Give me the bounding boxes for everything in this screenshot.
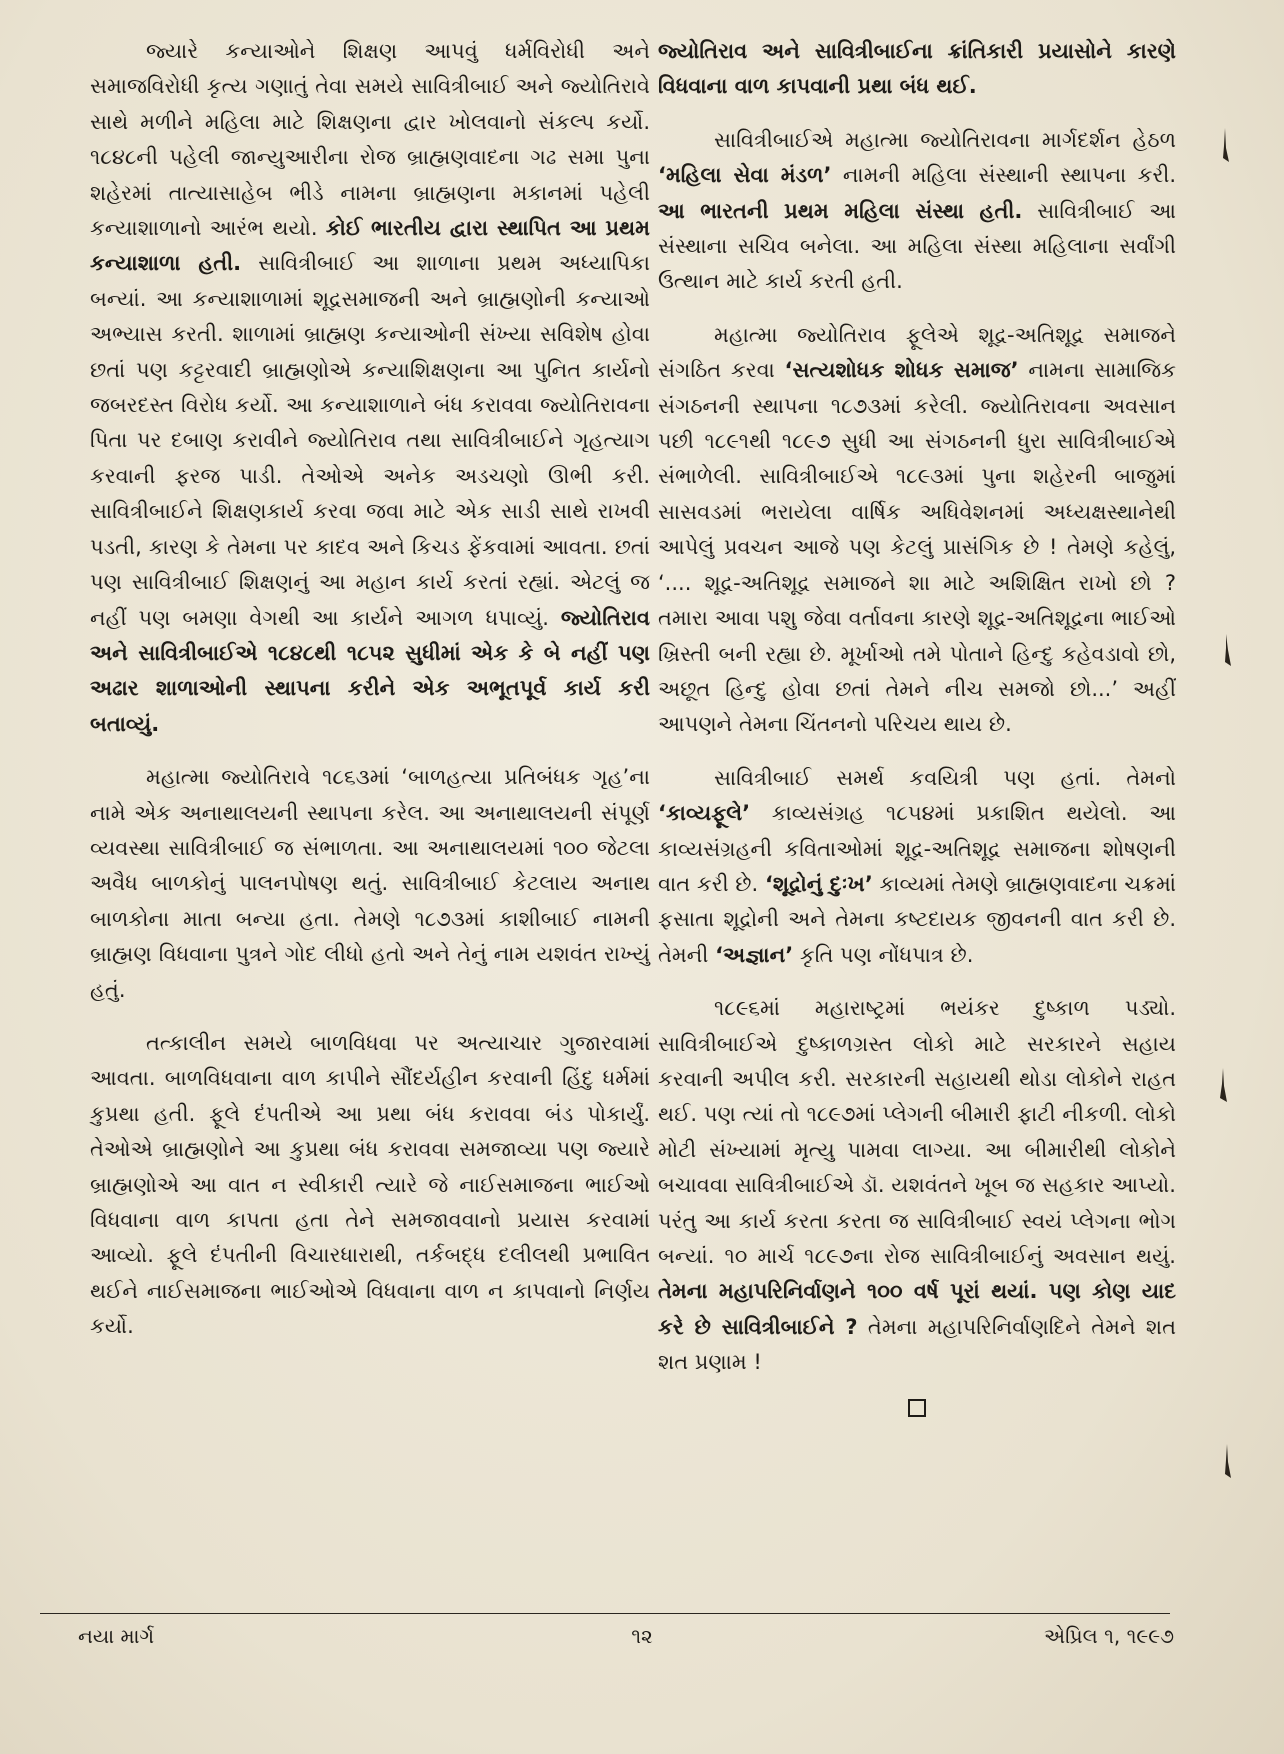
- bold-text-run: તેમના મહાપરિનિર્વાણને ૧૦૦ વર્ષ પૂરાં થયાં. પણ કોણ યાદ કરે છે સાવિત્રીબાઈને ?: [658, 1279, 1176, 1339]
- article-paragraph: [658, 34, 1176, 105]
- bold-text-run: ‘સત્યશોધક શોધક સમાજ’: [784, 358, 1019, 383]
- bold-text-run: ‘કાવ્યફૂલે’: [658, 801, 751, 826]
- text-run: કાવ્યસંગ્રહ ૧૮૫૪માં પ્રકાશિત થયેલો. આ કાવ્યસંગ્રહની કવિતાઓમાં શૂદ્ર-અતિશૂદ્ર સમાજના શોષણની વાત કરી છે.: [658, 801, 1176, 896]
- bold-text-run: જ્યોતિરાવ અને સાવિત્રીબાઈના ક્રાંતિકારી પ્રયાસોને કારણે વિધવાના વાળ કાપવાની પ્રથા બંધ થઈ.: [658, 39, 1176, 99]
- ink-smudge-icon: [1220, 128, 1230, 164]
- text-run: ૧૮૯૬માં મહારાષ્ટ્રમાં ભયંકર દુષ્કાળ પડ્યો. સાવિત્રીબાઈએ દુષ્કાળગ્રસ્ત લોકો માટે સરકારને સહાય કરવાની અપીલ કરી. સરકારની સહાયથી થોડા લોકોને રાહત થઈ. પણ ત્યાં તો ૧૮૯૭માં પ્લેગની બીમારી ફાટી નીકળી. લોકો મોટી સંખ્યામાં મૃત્યુ પામવા લાગ્યા. આ બીમારીથી લોકોને બચાવવા સાવિત્રીબાઈએ ડૉ. યશવંતને ખૂબ જ સહકાર આપ્યો. પરંતુ આ કાર્ય કરતા કરતા જ સાવિત્રીબાઈ સ્વયં પ્લેગના ભોગ બન્યાં. ૧૦ માર્ચ ૧૮૯૭ના રોજ સાવિત્રીબાઈનું અવસાન થયું.: [658, 996, 1176, 1268]
- text-run: તત્કાલીન સમયે બાળવિધવા પર અત્યાચાર ગુજારવામાં આવતા. બાળવિધવાના વાળ કાપીને સૌંદર્યહીન કરવાની હિંદુ ધર્મમાં કુપ્રથા હતી. ફૂલે દંપતીએ આ પ્રથા બંધ કરાવવા બંડ પોકાર્યું. તેઓએ બ્રાહ્મણોને આ કુપ્રથા બંધ કરાવવા સમજાવ્યા પણ જ્યારે બ્રાહ્મણોએ આ વાત ન સ્વીકારી ત્યારે જે નાઈસમાજના ભાઈઓ વિધવાના વાળ કાપતા હતા તેને સમજાવવાનો પ્રયાસ કરવામાં આવ્યો. ફૂલે દંપતીની વિચારધારાથી, તર્કબદ્ધ દલીલથી પ્રભાવિત થઈને નાઈસમાજના ભાઈઓએ વિધવાના વાળ ન કાપવાનો નિર્ણય કર્યો.: [90, 1030, 650, 1339]
- text-run: કાવ્યમાં તેમણે બ્રાહ્મણવાદના ચક્રમાં ફસાતા શૂદ્રોની અને તેમના કષ્ટદાયક જીવનની વાત કરી છે. તેમની: [658, 871, 1176, 967]
- article-paragraph: [658, 318, 1176, 743]
- article-paragraph: [90, 34, 650, 742]
- bold-text-run: આ ભારતની પ્રથમ મહિલા સંસ્થા હતી.: [658, 198, 1023, 223]
- right-column-body: [658, 34, 1176, 1381]
- bold-text-run: ‘મહિલા સેવા મંડળ’: [658, 163, 832, 188]
- bold-text-run: ‘શૂદ્રોનું દુઃખ’: [764, 871, 873, 896]
- article-paragraph: [658, 761, 1176, 973]
- text-run: નામના સામાજિક સંગઠનની સ્થાપના ૧૮૭૩માં કરેલી. જ્યોતિરાવના અવસાન પછી ૧૮૯૧થી ૧૮૯૭ સુધી આ સંગઠનની ધુરા સાવિત્રીબાઈએ સંભાળેલી. સાવિત્રીબાઈએ ૧૮૯૩માં પુના શહેરની બાજુમાં સાસવડમાં ભરાયેલા વાર્ષિક અધિવેશનમાં અધ્યક્ષસ્થાનેથી આપેલું પ્રવચન આજે પણ કેટલું પ્રાસંગિક છે ! તેમણે કહેલું, ‘.... શૂદ્ર-અતિશૂદ્ર સમાજને શા માટે અશિક્ષિત રાખો છો ? તમારા આવા પશુ જેવા વર્તાવના કારણે શૂદ્ર-અતિશૂદ્રના ભાઈઓ ખ્રિસ્તી બની રહ્યા છે. મૂર્ખાઓ તમે પોતાને હિન્દુ કહેવડાવો છો, અછૂત હિન્દુ હોવા છતાં તેમને નીચ સમજો છો...’ અહીં આપણને તેમના ચિંતનનો પરિચય થાય છે.: [658, 358, 1176, 737]
- text-run: સાવિત્રીબાઈ સમર્થ કવયિત્રી પણ હતાં. તેમનો: [714, 765, 1176, 790]
- text-run: તેમના મહાપરિનિર્વાણદિને તેમને શત શત પ્રણામ !: [658, 1314, 1176, 1375]
- bold-text-run: જ્યોતિરાવ અને સાવિત્રીબાઈએ ૧૮૪૮થી ૧૮૫૨ સુધીમાં એક કે બે નહીં પણ અઢાર શાળાઓની સ્થાપના કરીને એક અભૂતપૂર્વ કાર્ય કરી બતાવ્યું.: [90, 605, 650, 736]
- left-column: [90, 34, 650, 1363]
- text-run: નામની મહિલા સંસ્થાની સ્થાપના કરી.: [831, 163, 1177, 188]
- bold-text-run: ‘અજ્ઞાન’: [715, 942, 794, 967]
- text-run: મહાત્મા જ્યોતિરાવ ફૂલેએ શૂદ્ર-અતિશૂદ્ર સમાજને સંગઠિત કરવા: [658, 322, 1176, 383]
- article-paragraph: [90, 1026, 650, 1345]
- footer-rule: [40, 1613, 1170, 1614]
- issue-date: એપ્રિલ ૧, ૧૯૯૭: [1044, 1624, 1174, 1648]
- text-run: કૃતિ પણ નોંધપાત્ર છે.: [793, 942, 974, 967]
- page-number: ૧૨: [631, 1624, 653, 1648]
- article-paragraph: [658, 123, 1176, 300]
- text-run: સાવિત્રીબાઈ આ શાળાના પ્રથમ અધ્યાપિકા બન્યાં. આ કન્યાશાળામાં શૂદ્રસમાજની અને બ્રાહ્મણોની કન્યાઓ અભ્યાસ કરતી. શાળામાં બ્રાહ્મણ કન્યાઓની સંખ્યા સવિશેષ હોવા છતાં પણ કટ્ટરવાદી બ્રાહ્મણોએ કન્યાશિક્ષણના આ પુનિત કાર્યનો જબરદસ્ત વિરોધ કર્યો. આ કન્યાશાળાને બંધ કરાવવા જ્યોતિરાવના પિતા પર દબાણ કરાવીને જ્યોતિરાવ તથા સાવિત્રીબાઈને ગૃહત્યાગ કરવાની ફરજ પાડી. તેઓએ અનેક અડચણો ઊભી કરી. સાવિત્રીબાઈને શિક્ષણકાર્ય કરવા જવા માટે એક સાડી સાથે રાખવી પડતી, કારણ કે તેમના પર કાદવ અને કિચડ ફેંકવામાં આવતા. છતાં પણ સાવિત્રીબાઈ શિક્ષણનું આ મહાન કાર્ય કરતાં રહ્યાં. એટલું જ નહીં પણ બમણા વેગથી આ કાર્યને આગળ ધપાવ્યું.: [90, 251, 650, 630]
- article-paragraph: [658, 991, 1176, 1380]
- bold-text-run: કોઈ ભારતીય દ્વારા સ્થાપિત આ પ્રથમ કન્યાશાળા હતી.: [90, 216, 650, 276]
- magazine-name: નયા માર્ગ: [78, 1624, 155, 1648]
- right-column: [658, 34, 1176, 1417]
- article-paragraph: [90, 760, 650, 1008]
- ink-smudge-icon: [1222, 1444, 1232, 1480]
- text-run: સાવિત્રીબાઈ આ સંસ્થાના સચિવ બનેલા. આ મહિલા સંસ્થા મહિલાના સર્વાંગી ઉત્થાન માટે કાર્ય કરતી હતી.: [658, 198, 1176, 294]
- ink-smudge-icon: [1222, 634, 1232, 670]
- square-end-mark-icon: [908, 1399, 926, 1417]
- text-run: જ્યારે કન્યાઓને શિક્ષણ આપવું ધર્મવિરોધી અને સમાજવિરોધી કૃત્ય ગણાતું તેવા સમયે સાવિત્રીબાઈ અને જ્યોતિરાવે સાથે મળીને મહિલા માટે શિક્ષણના દ્વાર ખોલવાનો સંકલ્પ કર્યો. ૧૮૪૮ની પહેલી જાન્યુઆરીના રોજ બ્રાહ્મણવાદના ગઢ સમા પુના શહેરમાં તાત્યાસાહેબ ભીડે નામના બ્રાહ્મણના મકાનમાં પહેલી કન્યાશાળાનો આરંભ થયો.: [90, 39, 650, 241]
- text-run: સાવિત્રીબાઈએ મહાત્મા જ્યોતિરાવના માર્ગદર્શન હેઠળ: [714, 127, 1176, 152]
- text-run: મહાત્મા જ્યોતિરાવે ૧૮૬૩માં ‘બાળહત્યા પ્રતિબંધક ગૃહ’ના નામે એક અનાથાલયની સ્થાપના કરેલ. આ અનાથાલયની સંપૂર્ણ વ્યવસ્થા સાવિત્રીબાઈ જ સંભાળતા. આ અનાથાલયમાં ૧૦૦ જેટલા અવૈધ બાળકોનું પાલનપોષણ થતું. સાવિત્રીબાઈ કેટલાય અનાથ બાળકોના માતા બન્યા હતા. તેમણે ૧૮૭૩માં કાશીબાઈ નામની બ્રાહ્મણ વિધવાના પુત્રને ગોદ લીધો હતો અને તેનું નામ યશવંત રાખ્યું હતું.: [90, 765, 650, 1002]
- ink-smudge-icon: [1218, 1068, 1228, 1104]
